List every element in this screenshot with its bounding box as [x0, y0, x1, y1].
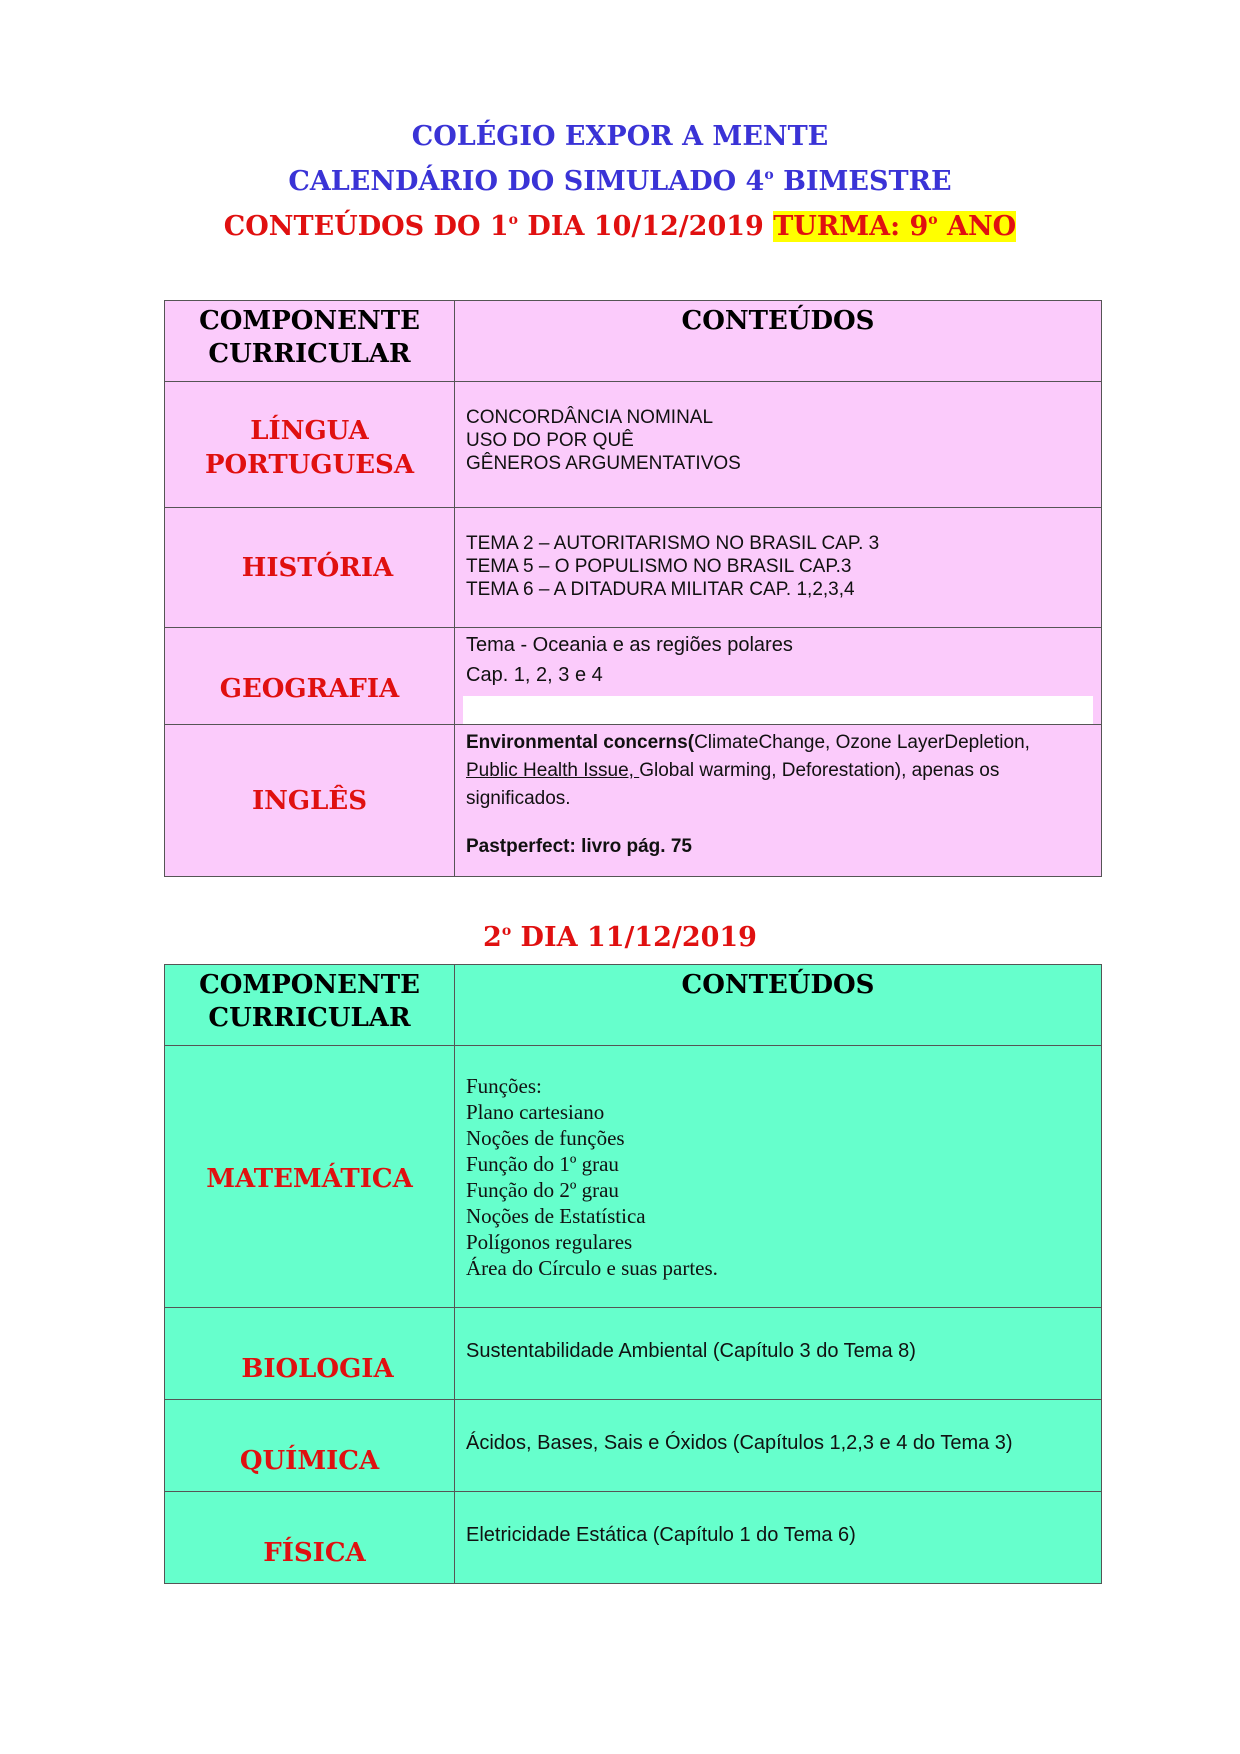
header-component: COMPONENTE CURRICULAR: [165, 301, 455, 382]
day2-title: 2$^o$ DIA 11/12/2019: [483, 922, 757, 953]
table-row: [165, 1046, 1102, 1308]
content-matematica: Funções: Plano cartesiano Noções de funções Função do 1º grau Função do 2º grau Noções de Estatística Polígonos regulares Área do Círculo e suas partes.: [455, 1046, 1102, 1308]
table-row: [165, 1400, 1102, 1492]
table-row: [165, 725, 1102, 877]
table-row: [165, 628, 1102, 725]
header-component: COMPONENTE CURRICULAR: [165, 965, 455, 1046]
content-fisica: Eletricidade Estática (Capítulo 1 do Tema 6): [455, 1492, 1102, 1584]
subject-geografia: GEOGRAFIA: [165, 628, 455, 725]
class-highlight: TURMA: 9$^o$ ANO: [773, 211, 1017, 242]
blank-field: [463, 696, 1093, 724]
subject-portugues: LÍNGUA PORTUGUESA: [165, 382, 455, 508]
content-historia: TEMA 2 – AUTORITARISMO NO BRASIL CAP. 3 TEMA 5 – O POPULISMO NO BRASIL CAP.3 TEMA 6 – A DITADURA MILITAR CAP. 1,2,3,4: [455, 508, 1102, 628]
subject-ingles: INGLÊS: [165, 725, 455, 877]
content-portugues: CONCORDÂNCIA NOMINAL USO DO POR QUÊ GÊNEROS ARGUMENTATIVOS: [455, 382, 1102, 508]
subject-fisica: FÍSICA: [165, 1492, 455, 1584]
header-contents: CONTEÚDOS: [455, 301, 1102, 382]
day1-table: [164, 300, 1102, 877]
table-row: [165, 382, 1102, 508]
table-header-row: [165, 965, 1102, 1046]
content-ingles: Environmental concerns(ClimateChange, Ozone LayerDepletion, Public Health Issue, Global warming, Deforestation), apenas os significados. Pastperfect: livro pág. 75: [455, 725, 1102, 877]
content-geografia: Tema - Oceania e as regiões polares Cap. 1, 2, 3 e 4: [455, 628, 1102, 725]
content-biologia: Sustentabilidade Ambiental (Capítulo 3 do Tema 8): [455, 1308, 1102, 1400]
subject-historia: HISTÓRIA: [165, 508, 455, 628]
content-quimica: Ácidos, Bases, Sais e Óxidos (Capítulos 1,2,3 e 4 do Tema 3): [455, 1400, 1102, 1492]
day1-title: CONTEÚDOS DO 1$^o$ DIA 10/12/2019 TURMA: 9$^o$ ANO: [223, 211, 1017, 242]
table-row: [165, 1492, 1102, 1584]
day2-table: [164, 964, 1102, 1584]
table-row: [165, 508, 1102, 628]
calendar-title: CALENDÁRIO DO SIMULADO 4$^o$ BIMESTRE: [288, 166, 952, 197]
table-row: [165, 1308, 1102, 1400]
table-header-row: [165, 301, 1102, 382]
subject-quimica: QUÍMICA: [165, 1400, 455, 1492]
school-title: COLÉGIO EXPOR A MENTE: [411, 121, 829, 152]
subject-matematica: MATEMÁTICA: [165, 1046, 455, 1308]
header-contents: CONTEÚDOS: [455, 965, 1102, 1046]
subject-biologia: BIOLOGIA: [165, 1308, 455, 1400]
